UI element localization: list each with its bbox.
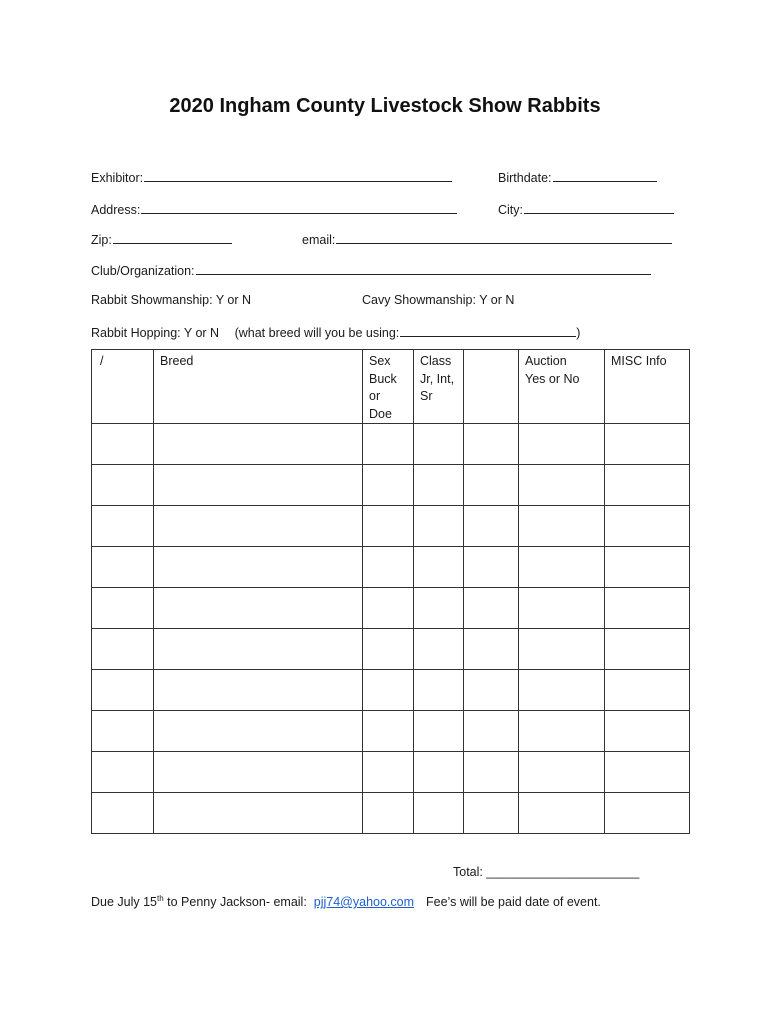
entry-cell-sex[interactable] bbox=[363, 711, 414, 752]
entry-cell-sex[interactable] bbox=[363, 629, 414, 670]
entry-cell-breed[interactable] bbox=[154, 506, 363, 547]
entry-cell-blank[interactable] bbox=[464, 670, 519, 711]
entry-cell-slash[interactable] bbox=[92, 711, 154, 752]
entry-cell-blank[interactable] bbox=[464, 711, 519, 752]
entry-cell-sex[interactable] bbox=[363, 424, 414, 465]
email-blank[interactable] bbox=[336, 230, 672, 244]
header-sex-line: or bbox=[369, 389, 381, 403]
table-row bbox=[92, 629, 690, 670]
cavy-showmanship-field: Cavy Showmanship: Y or N bbox=[362, 293, 515, 307]
entry-cell-blank[interactable] bbox=[464, 506, 519, 547]
due-note bbox=[91, 894, 601, 910]
entry-cell-auction[interactable] bbox=[519, 506, 605, 547]
entry-cell-blank[interactable] bbox=[464, 629, 519, 670]
birthdate-label: Birthdate: bbox=[498, 171, 552, 185]
table-row bbox=[92, 711, 690, 752]
entry-cell-auction[interactable] bbox=[519, 629, 605, 670]
total-field bbox=[453, 864, 639, 880]
city-label: City: bbox=[498, 203, 523, 217]
entry-cell-class[interactable] bbox=[414, 465, 464, 506]
entry-cell-misc[interactable] bbox=[605, 465, 690, 506]
entry-cell-class[interactable] bbox=[414, 752, 464, 793]
zip-field bbox=[91, 230, 232, 248]
entry-cell-slash[interactable] bbox=[92, 506, 154, 547]
entry-cell-breed[interactable] bbox=[154, 711, 363, 752]
header-blank bbox=[464, 350, 519, 424]
entry-cell-blank[interactable] bbox=[464, 588, 519, 629]
entry-cell-sex[interactable] bbox=[363, 547, 414, 588]
entry-cell-slash[interactable] bbox=[92, 629, 154, 670]
entry-cell-blank[interactable] bbox=[464, 424, 519, 465]
entry-cell-class[interactable] bbox=[414, 588, 464, 629]
entry-cell-breed[interactable] bbox=[154, 793, 363, 834]
entry-cell-class[interactable] bbox=[414, 793, 464, 834]
entries-body bbox=[92, 424, 690, 834]
birthdate-field bbox=[498, 168, 657, 186]
breed-question-label: (what breed will you be using: bbox=[234, 326, 400, 340]
table-row bbox=[92, 465, 690, 506]
entry-cell-auction[interactable] bbox=[519, 711, 605, 752]
entry-cell-slash[interactable] bbox=[92, 424, 154, 465]
header-sex-line: Sex bbox=[369, 354, 391, 368]
breed-question-close: ) bbox=[576, 326, 581, 340]
birthdate-blank[interactable] bbox=[553, 168, 657, 182]
breed-question-blank[interactable] bbox=[400, 323, 576, 337]
header-misc: MISC Info bbox=[605, 350, 690, 424]
entry-cell-auction[interactable] bbox=[519, 588, 605, 629]
table-row bbox=[92, 424, 690, 465]
table-row bbox=[92, 752, 690, 793]
entry-cell-misc[interactable] bbox=[605, 547, 690, 588]
entry-cell-misc[interactable] bbox=[605, 629, 690, 670]
entry-cell-misc[interactable] bbox=[605, 752, 690, 793]
zip-blank[interactable] bbox=[113, 230, 232, 244]
entry-cell-misc[interactable] bbox=[605, 588, 690, 629]
rabbit-showmanship-field: Rabbit Showmanship: Y or N bbox=[91, 293, 252, 307]
table-row bbox=[92, 793, 690, 834]
fees-note: Fee’s will be paid date of event. bbox=[426, 895, 601, 909]
due-middle: to Penny Jackson- email: bbox=[163, 895, 314, 909]
header-class-line: Class bbox=[420, 354, 452, 368]
entry-cell-auction[interactable] bbox=[519, 424, 605, 465]
entries-table bbox=[91, 349, 690, 834]
entry-cell-slash[interactable] bbox=[92, 465, 154, 506]
header-auction bbox=[519, 350, 605, 424]
table-header-row bbox=[92, 350, 690, 424]
entry-cell-auction[interactable] bbox=[519, 793, 605, 834]
entry-cell-class[interactable] bbox=[414, 547, 464, 588]
entry-cell-class[interactable] bbox=[414, 629, 464, 670]
rabbit-hopping-label: Rabbit Hopping: Y or N bbox=[91, 326, 220, 340]
form-title: 2020 Ingham County Livestock Show Rabbits bbox=[169, 95, 601, 117]
entry-cell-sex[interactable] bbox=[363, 506, 414, 547]
entry-cell-breed[interactable] bbox=[154, 547, 363, 588]
entry-cell-class[interactable] bbox=[414, 711, 464, 752]
header-class-line: Jr, Int, bbox=[420, 371, 455, 386]
zip-label: Zip: bbox=[91, 233, 112, 247]
club-blank[interactable] bbox=[196, 261, 651, 275]
header-auction-line: Auction bbox=[525, 354, 567, 368]
header-sex-line: Doe bbox=[369, 406, 392, 421]
entry-cell-slash[interactable] bbox=[92, 547, 154, 588]
total-label: Total: bbox=[453, 865, 483, 879]
entry-cell-breed[interactable] bbox=[154, 424, 363, 465]
table-row bbox=[92, 547, 690, 588]
header-sex-line: Buck bbox=[369, 371, 397, 386]
total-blank[interactable]: ______________________ bbox=[486, 865, 640, 879]
header-class bbox=[414, 350, 464, 424]
entry-cell-blank[interactable] bbox=[464, 752, 519, 793]
city-field bbox=[498, 200, 674, 218]
entry-cell-blank[interactable] bbox=[464, 547, 519, 588]
exhibitor-label: Exhibitor: bbox=[91, 171, 144, 185]
club-label: Club/Organization: bbox=[91, 264, 195, 278]
exhibitor-blank[interactable] bbox=[144, 168, 452, 182]
email-field bbox=[302, 230, 672, 248]
due-sup: th bbox=[157, 893, 164, 903]
entry-cell-misc[interactable] bbox=[605, 711, 690, 752]
club-field bbox=[91, 261, 651, 279]
entry-cell-class[interactable] bbox=[414, 506, 464, 547]
entry-cell-slash[interactable] bbox=[92, 588, 154, 629]
entry-cell-sex[interactable] bbox=[363, 588, 414, 629]
address-field bbox=[91, 200, 457, 218]
address-label: Address: bbox=[91, 203, 141, 217]
entry-cell-breed[interactable] bbox=[154, 752, 363, 793]
entry-cell-sex[interactable] bbox=[363, 793, 414, 834]
contact-email-link[interactable]: pjj74@yahoo.com bbox=[313, 895, 415, 909]
due-prefix: Due July 15 bbox=[91, 895, 158, 909]
entry-cell-misc[interactable] bbox=[605, 793, 690, 834]
rabbit-hopping-field bbox=[91, 323, 580, 341]
entry-cell-misc[interactable] bbox=[605, 506, 690, 547]
entry-cell-class[interactable] bbox=[414, 424, 464, 465]
address-blank[interactable] bbox=[141, 200, 457, 214]
header-auction-line: Yes or No bbox=[525, 371, 580, 386]
city-blank[interactable] bbox=[524, 200, 674, 214]
entry-cell-sex[interactable] bbox=[363, 752, 414, 793]
entry-cell-class[interactable] bbox=[414, 670, 464, 711]
email-label: email: bbox=[302, 233, 336, 247]
entry-cell-sex[interactable] bbox=[363, 465, 414, 506]
entry-cell-breed[interactable] bbox=[154, 465, 363, 506]
entry-cell-misc[interactable] bbox=[605, 670, 690, 711]
entry-cell-breed[interactable] bbox=[154, 629, 363, 670]
entry-cell-auction[interactable] bbox=[519, 547, 605, 588]
entry-cell-breed[interactable] bbox=[154, 588, 363, 629]
header-breed: Breed bbox=[154, 350, 363, 424]
entry-cell-auction[interactable] bbox=[519, 752, 605, 793]
table-row bbox=[92, 670, 690, 711]
header-slash: / bbox=[92, 350, 154, 424]
entry-cell-auction[interactable] bbox=[519, 465, 605, 506]
entry-cell-breed[interactable] bbox=[154, 670, 363, 711]
header-sex bbox=[363, 350, 414, 424]
entry-cell-auction[interactable] bbox=[519, 670, 605, 711]
entry-cell-slash[interactable] bbox=[92, 670, 154, 711]
header-class-line: Sr bbox=[420, 389, 433, 403]
entry-cell-slash[interactable] bbox=[92, 793, 154, 834]
exhibitor-field bbox=[91, 168, 452, 186]
entry-cell-slash[interactable] bbox=[92, 752, 154, 793]
entry-cell-sex[interactable] bbox=[363, 670, 414, 711]
table-row bbox=[92, 506, 690, 547]
table-row bbox=[92, 588, 690, 629]
entry-cell-misc[interactable] bbox=[605, 424, 690, 465]
entry-cell-blank[interactable] bbox=[464, 465, 519, 506]
entry-cell-blank[interactable] bbox=[464, 793, 519, 834]
